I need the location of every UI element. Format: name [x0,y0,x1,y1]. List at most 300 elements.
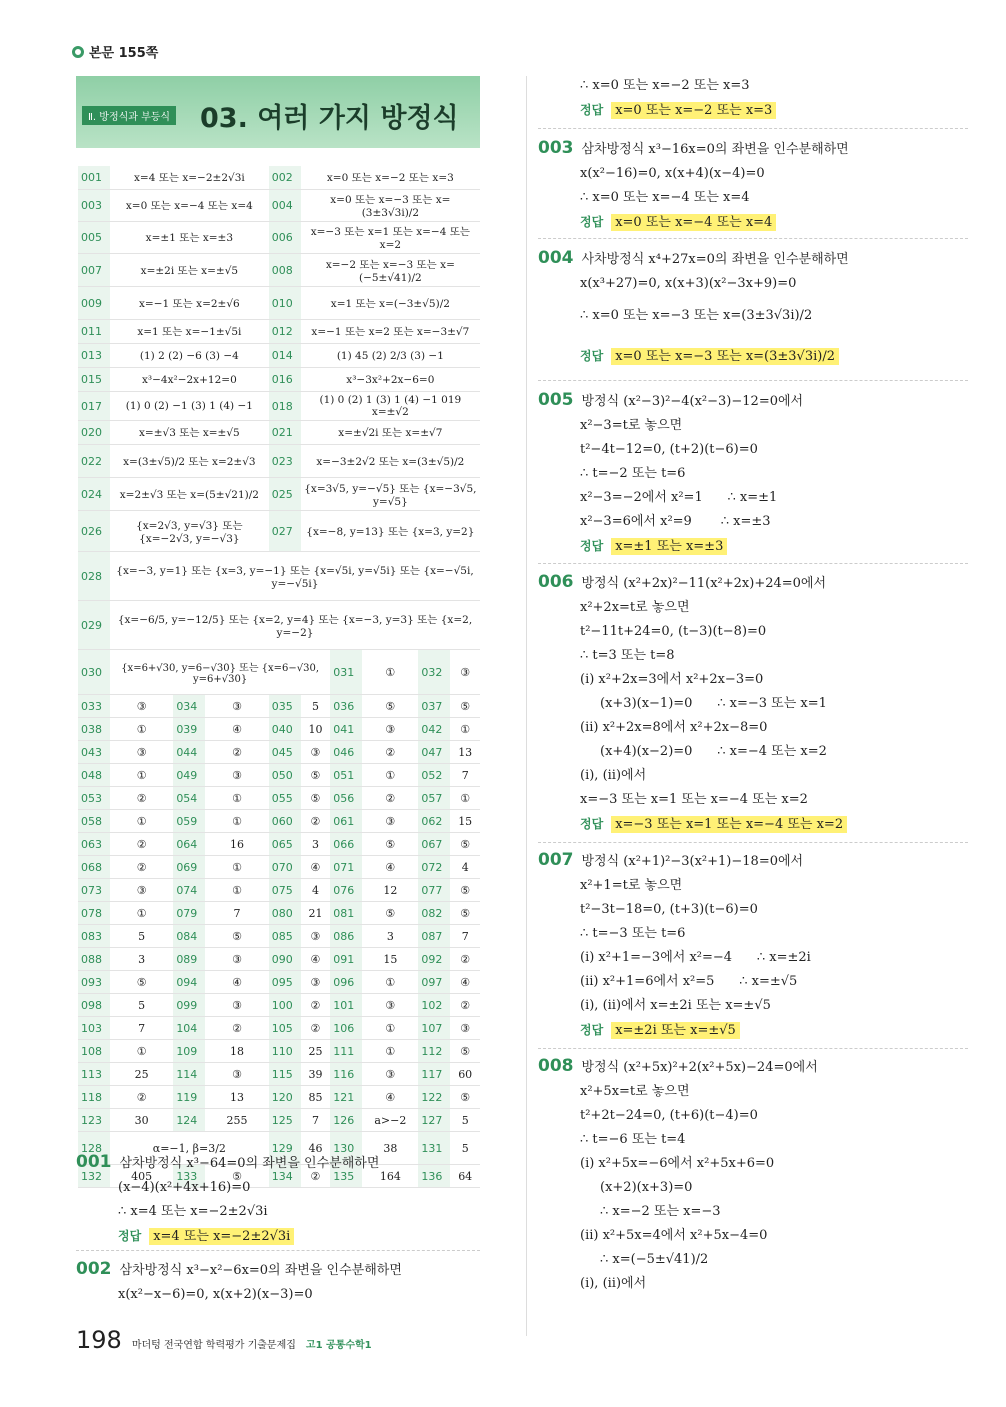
page-footer [76,1326,372,1354]
answer-value: 15 [362,948,418,971]
answer-label: 정답 [580,103,604,117]
answer-row [78,552,480,601]
answer-number: 126 [330,1109,362,1132]
answer-number: 049 [173,764,205,787]
answer-table [78,166,480,1188]
answer-number: 105 [269,1017,301,1040]
solution-line: ∴ x=−2 또는 x=−3 [600,1204,721,1219]
answer-value: ④ [301,856,331,879]
answer-number: 112 [418,1040,450,1063]
answer-value: 64 [450,1165,480,1188]
solution-line: (ⅰ) x²+5x=−6에서 x²+5x+6=0 [580,1156,775,1171]
answer-number: 064 [173,833,205,856]
answer-number: 102 [418,994,450,1017]
solution-line: ∴ x=(−5±√41)/2 [600,1252,709,1267]
answer-value: ⑤ [362,833,418,856]
answer-number: 132 [78,1165,110,1188]
answer-value: ② [205,1017,268,1040]
answer-row [78,764,480,787]
problem-number: 001 [76,1152,112,1172]
answer-number: 083 [78,925,110,948]
answer-value: ① [110,902,173,925]
answer-number: 032 [418,650,450,695]
answer-value: 5 [450,1109,480,1132]
answer-value: x=−1 또는 x=2 또는 x=−3±√7 [301,320,480,344]
answer-number: 024 [78,478,110,511]
divider [538,238,968,239]
solution-004 [538,246,968,377]
solution-008 [538,1054,968,1296]
answer-value: ① [362,1040,418,1063]
answer-number: 033 [78,695,110,718]
answer-value: (1) 0 (2) −1 (3) 1 (4) −1 [110,392,269,421]
answer-value: 18 [205,1040,268,1063]
answer-number: 094 [173,971,205,994]
answer-value: ① [205,810,268,833]
answer-row [78,511,480,552]
answer-highlight: x=−3 또는 x=1 또는 x=−4 또는 x=2 [611,816,847,833]
solution-line: 방정식 (x²+5x)²+2(x²+5x)−24=0에서 [581,1060,818,1075]
answer-number: 052 [418,764,450,787]
answer-number: 086 [330,925,362,948]
answer-number: 054 [173,787,205,810]
solution-line: ∴ x=0 또는 x=−4 또는 x=4 [580,190,750,205]
divider [538,380,968,381]
answer-value: x=−1 또는 x=2±√6 [110,287,269,320]
answer-number: 047 [418,741,450,764]
answer-number: 097 [418,971,450,994]
answer-number: 056 [330,787,362,810]
divider [538,563,968,564]
answer-highlight: x=0 또는 x=−2 또는 x=3 [611,102,776,119]
answer-value: 25 [301,1040,331,1063]
answer-value: ③ [110,695,173,718]
answer-number: 079 [173,902,205,925]
answer-number: 081 [330,902,362,925]
answer-row [78,1063,480,1086]
answer-value: ① [362,764,418,787]
answer-value: 60 [450,1063,480,1086]
problem-number: 003 [538,138,574,158]
answer-number: 096 [330,971,362,994]
answer-number: 046 [330,741,362,764]
answer-number: 055 [269,787,301,810]
answer-number: 023 [269,445,301,478]
answer-value: x=0 또는 x=−4 또는 x=4 [110,190,269,222]
solution-line: (ⅰ) x²+1=−3에서 x²=−4 ∴ x=±2i [580,950,811,965]
page-reference [72,42,158,61]
answer-value: ① [450,787,480,810]
page-reference-text: 본문 155쪽 [89,46,159,61]
solution-line: 방정식 (x²−3)²−4(x²−3)−12=0에서 [581,394,804,409]
solution-line: x(x³+27)=0, x(x+3)(x²−3x+9)=0 [580,276,797,291]
solution-line: ∴ x=0 또는 x=−3 또는 x=(3±3√3i)/2 [580,308,813,323]
answer-number: 113 [78,1063,110,1086]
answer-value: 3 [301,833,331,856]
answer-number: 039 [173,718,205,741]
answer-value: ② [301,994,331,1017]
answer-value: ① [110,718,173,741]
answer-row [78,879,480,902]
answer-row [78,320,480,344]
answer-number: 013 [78,344,110,368]
answer-label: 정답 [580,817,604,831]
answer-highlight: x=0 또는 x=−3 또는 x=(3±3√3i)/2 [611,348,839,365]
answer-value: 85 [301,1086,331,1109]
answer-value: ④ [205,718,268,741]
answer-value: (1) 0 (2) 1 (3) 1 (4) −1 019 x=±√2 [301,392,480,421]
answer-number: 001 [78,166,110,190]
answer-value: {x=2√3, y=√3} 또는 {x=−2√3, y=−√3} [110,511,269,552]
solution-002 [76,1257,480,1307]
answer-number: 002 [269,166,301,190]
answer-number: 005 [78,222,110,254]
answer-number: 061 [330,810,362,833]
answer-value: x=1 또는 x=(−3±√5)/2 [301,287,480,320]
answer-value: 5 [301,695,331,718]
answer-number: 031 [330,650,362,695]
answer-number: 027 [269,511,301,552]
answer-number: 073 [78,879,110,902]
problem-number: 002 [76,1259,112,1279]
chapter-tag: Ⅱ. 방정식과 부등식 [82,106,176,125]
answer-number: 130 [330,1132,362,1165]
solution-line: (ⅰ) x²+2x=3에서 x²+2x−3=0 [580,672,764,687]
answer-value: ③ [362,1063,418,1086]
page-number: 198 [76,1326,122,1354]
answer-row [78,810,480,833]
answer-value: ⑤ [362,902,418,925]
answer-number: 060 [269,810,301,833]
answer-value: ② [450,948,480,971]
section-title: 03. 여러 가지 방정식 [200,103,459,134]
circle-bullet-icon [72,46,84,58]
answer-value: ③ [110,741,173,764]
answer-row [78,718,480,741]
answer-number: 010 [269,287,301,320]
answer-value: ③ [205,1063,268,1086]
answer-number: 009 [78,287,110,320]
answer-value: ③ [362,718,418,741]
answer-value: x=±2i 또는 x=±√5 [110,254,269,287]
answer-row [78,695,480,718]
answer-value: 255 [205,1109,268,1132]
answer-number: 133 [173,1165,205,1188]
answer-value: (1) 45 (2) 2/3 (3) −1 [301,344,480,368]
answer-value: 21 [301,902,331,925]
answer-value: ① [110,1040,173,1063]
solution-line: x²+1=t로 놓으면 [580,878,683,893]
answer-number: 111 [330,1040,362,1063]
solution-line: (ⅱ) x²+2x=8에서 x²+2x−8=0 [580,720,768,735]
answer-value: ① [362,971,418,994]
answer-number: 128 [78,1132,110,1165]
solution-003 [538,136,968,235]
answer-value: ① [205,879,268,902]
answer-number: 016 [269,368,301,392]
answer-value: ③ [362,810,418,833]
answer-number: 030 [78,650,110,695]
solution-line: (x+4)(x−2)=0 ∴ x=−4 또는 x=2 [600,744,827,759]
answer-number: 070 [269,856,301,879]
problem-number: 007 [538,850,574,870]
answer-value: {x=3√5, y=−√5} 또는 {x=−3√5, y=√5} [301,478,480,511]
answer-value: ⑤ [362,695,418,718]
solution-line: t²−4t−12=0, (t+2)(t−6)=0 [580,442,758,457]
answer-number: 006 [269,222,301,254]
answer-value: 38 [362,1132,418,1165]
answer-value: ③ [205,764,268,787]
column-divider [526,76,527,1336]
answer-row [78,421,480,445]
answer-row [78,368,480,392]
answer-number: 051 [330,764,362,787]
answer-number: 104 [173,1017,205,1040]
answer-number: 012 [269,320,301,344]
answer-value: ① [450,718,480,741]
answer-number: 118 [78,1086,110,1109]
answer-number: 106 [330,1017,362,1040]
answer-number: 135 [330,1165,362,1188]
answer-row [78,994,480,1017]
answer-row [78,445,480,478]
answer-value: ④ [205,971,268,994]
answer-number: 071 [330,856,362,879]
answer-number: 125 [269,1109,301,1132]
answer-value: 15 [450,810,480,833]
answer-value: ② [110,787,173,810]
solution-line: ∴ t=−6 또는 t=4 [580,1132,686,1147]
answer-number: 101 [330,994,362,1017]
answer-row [78,166,480,190]
answer-number: 011 [78,320,110,344]
answer-number: 090 [269,948,301,971]
answer-value: ③ [110,879,173,902]
answer-label: 정답 [580,215,604,229]
answer-row [78,287,480,320]
answer-number: 043 [78,741,110,764]
answer-value: ⑤ [450,695,480,718]
answer-number: 036 [330,695,362,718]
solution-001 [76,1150,480,1249]
answer-value: ⑤ [205,925,268,948]
answer-highlight: x=±2i 또는 x=±√5 [611,1022,740,1039]
answer-value: ⑤ [301,787,331,810]
answer-number: 038 [78,718,110,741]
answer-number: 076 [330,879,362,902]
answer-value: ② [301,1017,331,1040]
answer-number: 022 [78,445,110,478]
answer-number: 123 [78,1109,110,1132]
solution-line: 방정식 (x²+2x)²−11(x²+2x)+24=0에서 [581,576,827,591]
answer-value: 164 [362,1165,418,1188]
answer-value: 30 [110,1109,173,1132]
solution-002-continued [538,74,968,123]
answer-value: α=−1, β=3/2 [110,1132,269,1165]
answer-value: ② [205,741,268,764]
answer-value: ① [110,764,173,787]
answer-value: x=−3 또는 x=1 또는 x=−4 또는 x=2 [301,222,480,254]
solution-line: (ⅰ), (ⅱ)에서 [580,768,647,783]
answer-number: 080 [269,902,301,925]
answer-value: 405 [110,1165,173,1188]
answer-value: 10 [301,718,331,741]
answer-number: 028 [78,552,110,601]
answer-value: ⑤ [450,1086,480,1109]
answer-value: 7 [450,925,480,948]
answer-value: {x=6+√30, y=6−√30} 또는 {x=6−√30, y=6+√30} [110,650,330,695]
answer-number: 100 [269,994,301,1017]
answer-value: x=−2 또는 x=−3 또는 x=(−5±√41)/2 [301,254,480,287]
answer-number: 037 [418,695,450,718]
answer-row [78,902,480,925]
answer-number: 082 [418,902,450,925]
solution-line: x²+2x=t로 놓으면 [580,600,690,615]
answer-value: x=4 또는 x=−2±2√3i [110,166,269,190]
book-title: 마더텅 전국연합 학력평가 기출문제집 [131,1340,296,1351]
answer-value: ① [205,856,268,879]
solution-line: ∴ x=4 또는 x=−2±2√3i [118,1204,268,1219]
answer-row [78,344,480,368]
answer-value: 5 [110,994,173,1017]
answer-value: ② [362,787,418,810]
answer-number: 092 [418,948,450,971]
solution-line: x=−3 또는 x=1 또는 x=−4 또는 x=2 [580,792,808,807]
solution-line: (ⅱ) x²+1=6에서 x²=5 ∴ x=±√5 [580,974,798,989]
answer-value: {x=−6/5, y=−12/5} 또는 {x=2, y=4} 또는 {x=−3, y=3} 또는 {x=2, y=−2} [110,601,480,650]
answer-row [78,601,480,650]
answer-number: 078 [78,902,110,925]
answer-number: 107 [418,1017,450,1040]
solution-line: t²−3t−18=0, (t+3)(t−6)=0 [580,902,758,917]
answer-value: {x=−8, y=13} 또는 {x=3, y=2} [301,511,480,552]
answer-number: 050 [269,764,301,787]
answer-value: ③ [362,994,418,1017]
answer-row [78,392,480,421]
answer-value: ② [301,1165,331,1188]
answer-value: ③ [301,925,331,948]
answer-number: 099 [173,994,205,1017]
answer-label: 정답 [580,539,604,553]
answer-value: 5 [450,1132,480,1165]
answer-number: 124 [173,1109,205,1132]
answer-value: ③ [450,1017,480,1040]
solution-line: x²−3=−2에서 x²=1 ∴ x=±1 [580,490,778,505]
solution-line: 삼차방정식 x³−16x=0의 좌변을 인수분해하면 [581,142,849,157]
answer-value: ④ [362,1086,418,1109]
answer-value: ⑤ [450,879,480,902]
answer-number: 114 [173,1063,205,1086]
answer-value: ② [110,1086,173,1109]
solution-line: 삼차방정식 x³−64=0의 좌변을 인수분해하면 [119,1156,380,1171]
problem-number: 006 [538,572,574,592]
answer-number: 122 [418,1086,450,1109]
answer-value: 4 [301,879,331,902]
answer-value: 12 [362,879,418,902]
answer-value: 4 [450,856,480,879]
answer-value: x=2±√3 또는 x=(5±√21)/2 [110,478,269,511]
solution-line: 사차방정식 x⁴+27x=0의 좌변을 인수분해하면 [581,252,849,267]
answer-value: 39 [301,1063,331,1086]
solution-line: (x−4)(x²+4x+16)=0 [118,1180,251,1195]
answer-row [78,1109,480,1132]
answer-number: 048 [78,764,110,787]
answer-number: 014 [269,344,301,368]
answer-row [78,650,480,695]
answer-number: 098 [78,994,110,1017]
answer-number: 093 [78,971,110,994]
answer-value: x=(3±√5)/2 또는 x=2±√3 [110,445,269,478]
answer-number: 045 [269,741,301,764]
answer-value: ⑤ [205,1165,268,1188]
answer-number: 117 [418,1063,450,1086]
answer-row [78,222,480,254]
answer-number: 072 [418,856,450,879]
solution-007 [538,848,968,1043]
divider [538,842,968,843]
answer-highlight: x=±1 또는 x=±3 [611,538,727,555]
answer-value: ② [362,741,418,764]
answer-number: 091 [330,948,362,971]
answer-label: 정답 [580,349,604,363]
answer-number: 108 [78,1040,110,1063]
answer-value: x=0 또는 x=−3 또는 x=(3±3√3i)/2 [301,190,480,222]
answer-row [78,741,480,764]
answer-value: ① [362,650,418,695]
answer-value: x³−4x²−2x+12=0 [110,368,269,392]
answer-number: 063 [78,833,110,856]
answer-value: ② [110,856,173,879]
answer-number: 068 [78,856,110,879]
answer-row [78,787,480,810]
answer-number: 119 [173,1086,205,1109]
answer-row [78,478,480,511]
answer-number: 018 [269,392,301,421]
answer-number: 007 [78,254,110,287]
answer-value: ④ [301,948,331,971]
solution-line: x²−3=t로 놓으면 [580,418,683,433]
answer-value: x=±√2i 또는 x=±√7 [301,421,480,445]
answer-number: 025 [269,478,301,511]
solution-line: t²+2t−24=0, (t+6)(t−4)=0 [580,1108,758,1123]
divider [538,128,968,129]
answer-value: a>−2 [362,1109,418,1132]
answer-number: 116 [330,1063,362,1086]
divider [538,1048,968,1049]
answer-number: 095 [269,971,301,994]
answer-number: 041 [330,718,362,741]
answer-number: 042 [418,718,450,741]
answer-value: 13 [450,741,480,764]
answer-value: 7 [205,902,268,925]
divider [76,1250,480,1251]
answer-value: ③ [205,994,268,1017]
solution-line: ∴ t=−3 또는 t=6 [580,926,686,941]
answer-row [78,856,480,879]
solution-006 [538,570,968,837]
answer-number: 115 [269,1063,301,1086]
answer-number: 069 [173,856,205,879]
solution-line: (ⅰ), (ⅱ)에서 [580,1276,647,1291]
answer-number: 120 [269,1086,301,1109]
answer-number: 035 [269,695,301,718]
answer-number: 127 [418,1109,450,1132]
answer-number: 058 [78,810,110,833]
answer-number: 040 [269,718,301,741]
answer-value: ② [450,994,480,1017]
answer-value: x=0 또는 x=−2 또는 x=3 [301,166,480,190]
solution-line: ∴ t=−2 또는 t=6 [580,466,686,481]
